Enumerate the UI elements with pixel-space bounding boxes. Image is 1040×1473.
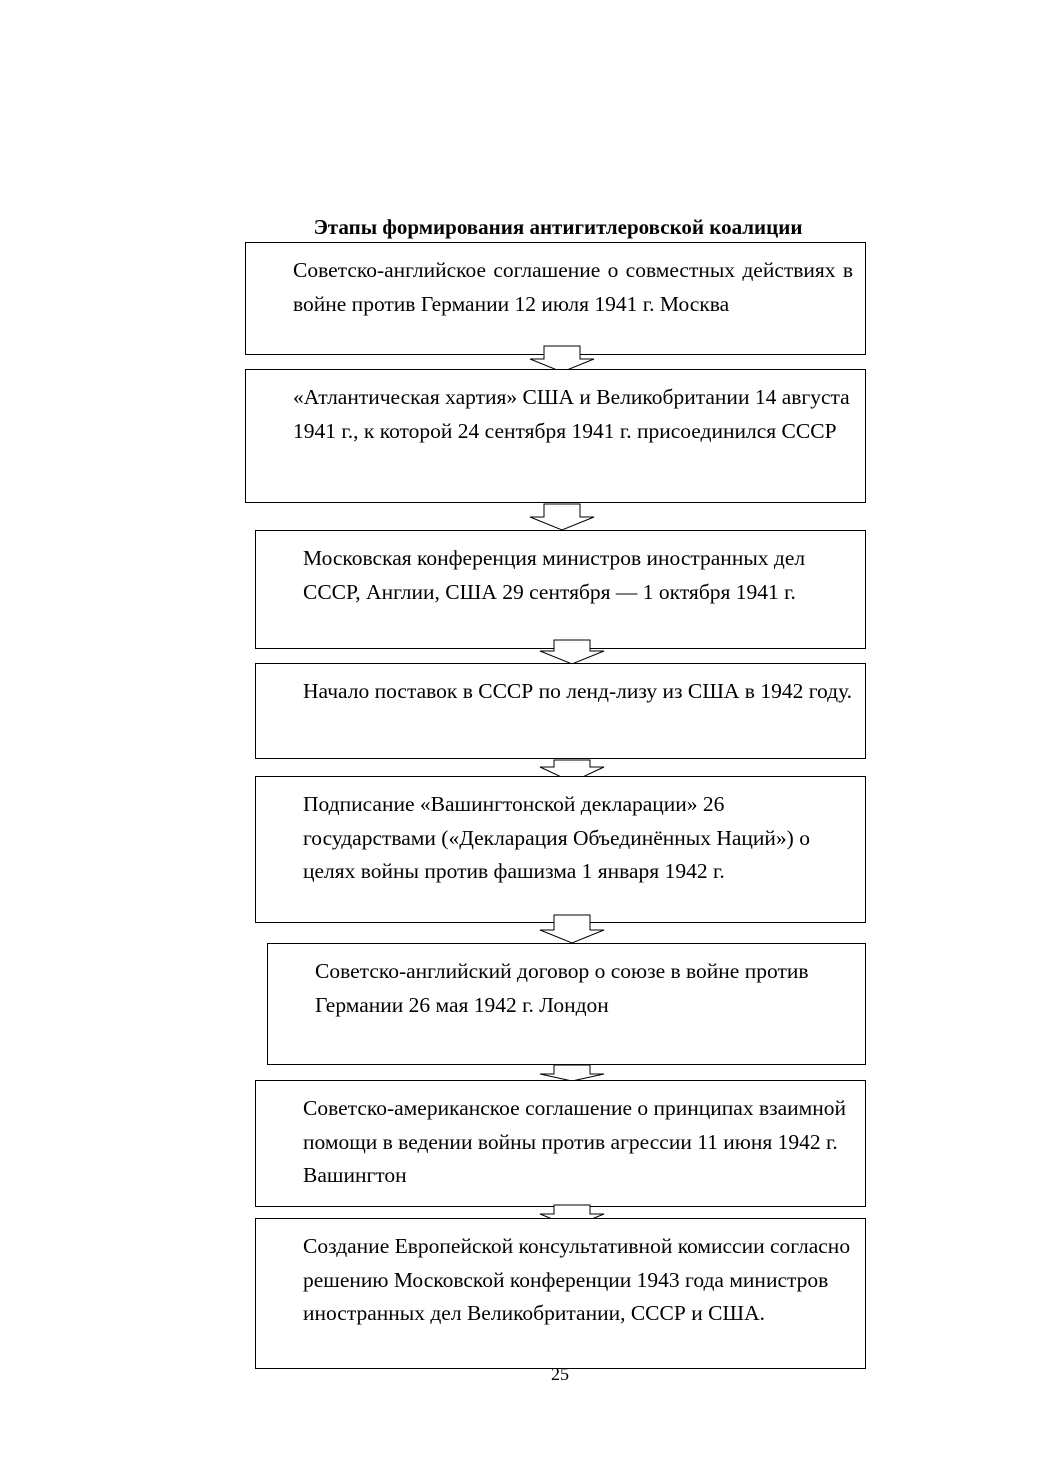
stage-text-5: Подписание «Вашингтонской декларации» 26 государствами («Декларация Объединённых Наций») о целях войны против фашизма 1 января 1942 г. [303, 792, 810, 883]
page-number: 25 [551, 1364, 569, 1384]
stage-text-4: Начало поставок в СССР по ленд-лизу из США в 1942 году. [303, 679, 853, 703]
stage-box-5 [255, 776, 866, 923]
arrow-down-icon [540, 914, 610, 944]
stage-box-1 [245, 242, 866, 355]
stage-box-8 [255, 1218, 866, 1369]
stage-box-2 [245, 369, 866, 503]
stage-text-3: Московская конференция министров иностранных дел СССР, Англии, США 29 сентября — 1 октября 1941 г. [303, 546, 806, 604]
arrow-down-icon [530, 503, 600, 531]
stage-text-8: Создание Европейской консультативной комиссии согласно решению Московской конференции 1943 года министров иностранных дел Великобритании, СССР и США. [303, 1234, 851, 1325]
stage-box-6 [267, 943, 866, 1065]
stage-box-7 [255, 1080, 866, 1207]
stage-text-1: Советско-английское соглашение о совместных действиях в войне против Германии 12 июля 1941 г. Москва [293, 258, 853, 316]
arrow-down-icon [540, 639, 610, 665]
stage-text-2: «Атлантическая хартия» США и Великобритании 14 августа 1941 г., к которой 24 сентября 1941 г. присоединился СССР [293, 385, 850, 443]
stage-box-3 [255, 530, 866, 649]
stage-box-4 [255, 663, 866, 759]
stage-text-7: Советско-американское соглашение о принципах взаимной помощи в ведении войны против агрессии 11 июня 1942 г. Вашингтон [303, 1096, 847, 1187]
diagram-title: Этапы формирования антигитлеровской коалиции [313, 215, 803, 239]
stage-text-6: Советско-английский договор о союзе в войне против Германии 26 мая 1942 г. Лондон [315, 959, 809, 1017]
